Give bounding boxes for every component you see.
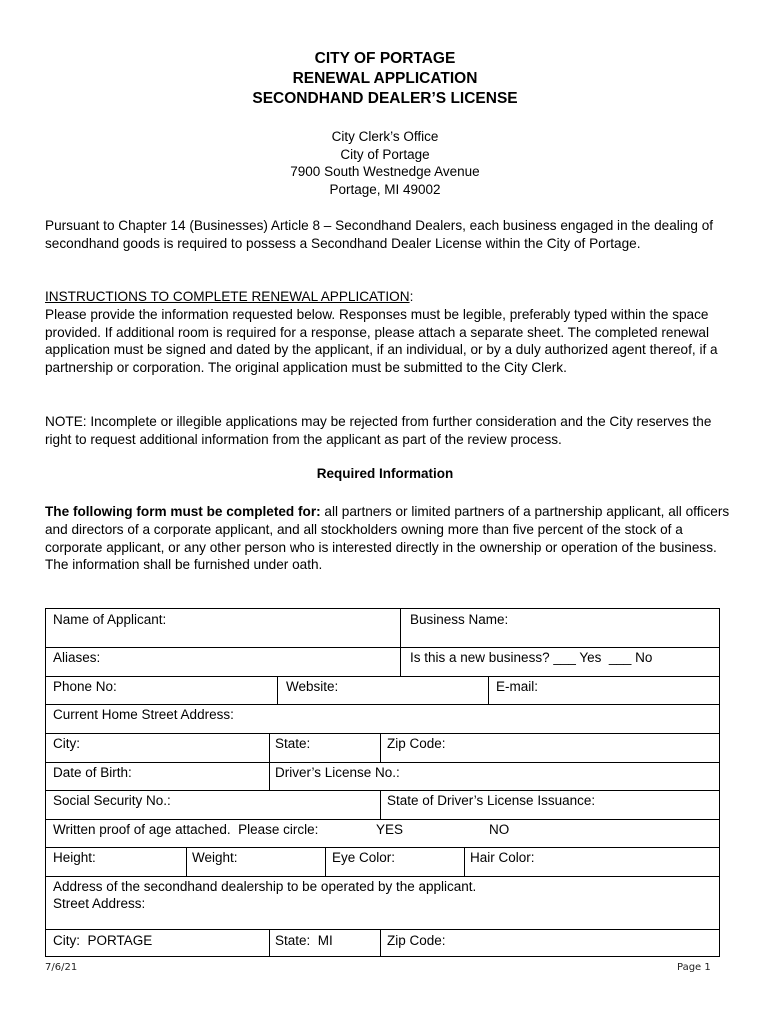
dealership-address-label: Address of the secondhand dealership to be operated by the applicant. [53, 879, 477, 894]
row-divider [46, 876, 719, 877]
business-name-label: Business Name: [410, 612, 509, 627]
address-city: City of Portage [340, 147, 430, 162]
row-divider [46, 733, 719, 734]
column-divider [186, 847, 187, 876]
weight-label: Weight: [192, 850, 238, 865]
row-divider [46, 819, 719, 820]
column-divider [400, 609, 401, 676]
column-divider [488, 676, 489, 704]
instructions-section [45, 288, 735, 377]
column-divider [464, 847, 465, 876]
address-citystate: Portage, MI 49002 [329, 182, 441, 197]
row-divider [46, 790, 719, 791]
following-rest: all partners or limited partners of a partnership applicant, all officers and directors of a corporate applicant, and all stockholders owning more than five percent of the stock of a corporate applicant, or any other person who is interested directly in the ownership or operation of the business. The information shall be furnished under oath. [45, 504, 730, 573]
ssn-label: Social Security No.: [53, 793, 171, 808]
street-address-label: Street Address: [53, 896, 146, 911]
column-divider [380, 790, 381, 819]
column-divider [269, 733, 270, 790]
state-mi-label: State: MI [275, 933, 333, 948]
title-line-1: CITY OF PORTAGE [314, 50, 456, 67]
proof-yes-option[interactable]: YES [376, 822, 404, 837]
website-label: Website: [286, 679, 339, 694]
note-paragraph [45, 413, 735, 449]
state-label: State: [275, 736, 311, 751]
instructions-heading: INSTRUCTIONS TO COMPLETE RENEWAL APPLICATION [45, 289, 410, 304]
address-office: City Clerk’s Office [331, 129, 439, 144]
eye-color-label: Eye Color: [332, 850, 396, 865]
proof-of-age-label: Written proof of age attached. Please circle: [53, 822, 319, 837]
note-text: NOTE: Incomplete or illegible applications may be rejected from further consideration and the City reserves the right to request additional information from the applicant as part of the review process. [45, 414, 712, 447]
column-divider [277, 676, 278, 704]
row-divider [46, 676, 719, 677]
footer-date: 7/6/21 [45, 962, 78, 973]
city-portage-label: City: PORTAGE [53, 933, 153, 948]
title-line-2: RENEWAL APPLICATION [292, 70, 478, 87]
instructions-colon: : [409, 289, 414, 304]
required-information-heading: Required Information [316, 466, 454, 481]
following-bold: The following form must be completed for: [45, 504, 321, 519]
height-label: Height: [53, 850, 96, 865]
instructions-body: Please provide the information requested below. Responses must be legible, preferably typed within the space provided. If additional room is required for a response, please attach a separate sheet. The completed renewal application must be signed and dated by the applicant, if an individual, or by a duly authorized agent thereof, if a partnership or corporation. The original application must be submitted to the City Clerk. [45, 306, 718, 376]
intro-text: Pursuant to Chapter 14 (Businesses) Article 8 – Secondhand Dealers, each business engaged in the dealing of secondhand goods is required to possess a Secondhand Dealer License within the City of Portage. [45, 218, 714, 251]
name-of-applicant-label: Name of Applicant: [53, 612, 167, 627]
address-street: 7900 South Westnedge Avenue [290, 164, 480, 179]
home-address-label: Current Home Street Address: [53, 707, 234, 722]
footer-page-number: Page 1 [677, 962, 711, 973]
new-business-label: Is this a new business? ___ Yes ___ No [410, 650, 653, 665]
intro-paragraph [45, 217, 735, 253]
column-divider [325, 847, 326, 876]
dob-label: Date of Birth: [53, 765, 132, 780]
license-state-label: State of Driver’s License Issuance: [387, 793, 596, 808]
proof-no-option[interactable]: NO [489, 822, 510, 837]
aliases-label: Aliases: [53, 650, 101, 665]
email-label: E-mail: [496, 679, 539, 694]
zip-label: Zip Code: [387, 736, 446, 751]
phone-label: Phone No: [53, 679, 117, 694]
row-divider [46, 762, 719, 763]
zip-code-label-2: Zip Code: [387, 933, 446, 948]
drivers-license-label: Driver’s License No.: [275, 765, 400, 780]
row-divider [46, 929, 719, 930]
column-divider [380, 929, 381, 956]
column-divider [380, 733, 381, 762]
row-divider [46, 704, 719, 705]
row-divider [46, 647, 719, 648]
hair-color-label: Hair Color: [470, 850, 535, 865]
city-label: City: [53, 736, 80, 751]
column-divider [269, 929, 270, 956]
applicant-form-table [45, 608, 720, 957]
row-divider [46, 847, 719, 848]
title-line-3: SECONDHAND DEALER’S LICENSE [252, 90, 518, 107]
following-paragraph [45, 503, 735, 574]
